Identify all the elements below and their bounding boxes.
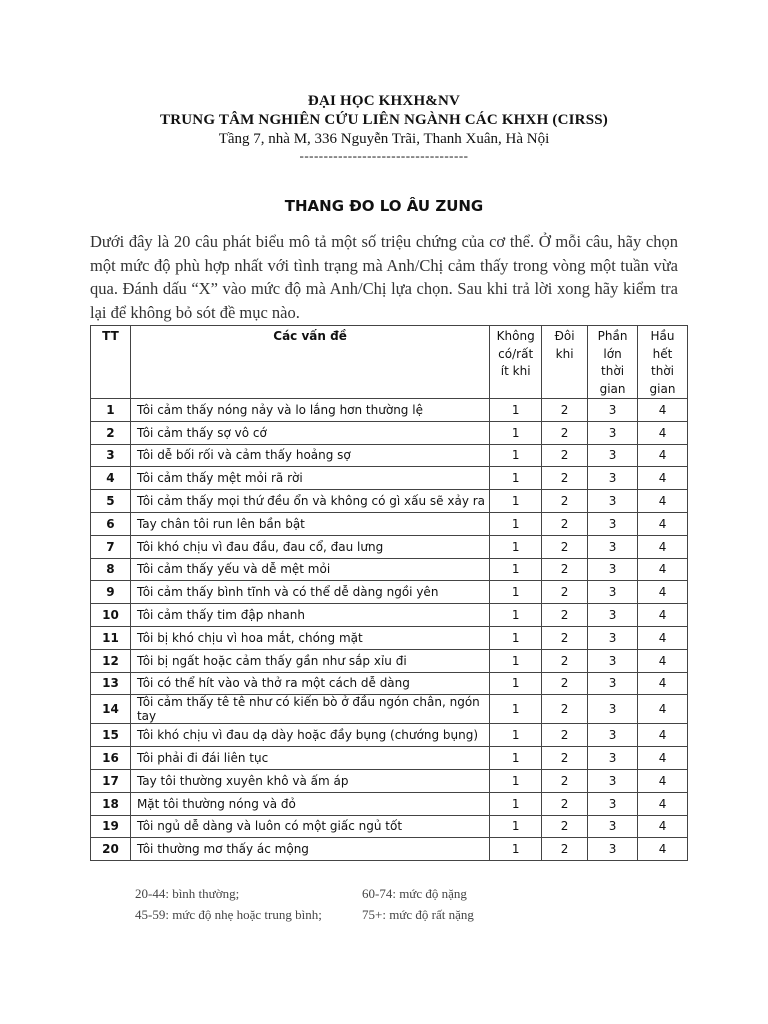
legend-item-very-severe: 75+: mức độ rất nặng <box>362 907 474 922</box>
row-option-sometimes[interactable]: 2 <box>542 626 588 649</box>
row-option-always[interactable]: 4 <box>638 838 688 861</box>
table-row <box>91 769 688 792</box>
row-option-often[interactable]: 3 <box>588 558 638 581</box>
row-question: Tôi cảm thấy yếu và dễ mệt mỏi <box>130 558 489 581</box>
document-header <box>0 92 768 163</box>
row-option-never[interactable]: 1 <box>490 626 542 649</box>
row-number: 16 <box>91 747 131 770</box>
row-option-always[interactable]: 4 <box>638 421 688 444</box>
row-question: Tôi cảm thấy sợ vô cớ <box>130 421 489 444</box>
row-option-always[interactable]: 4 <box>638 512 688 535</box>
header-tt: TT <box>91 326 131 399</box>
row-option-sometimes[interactable]: 2 <box>542 649 588 672</box>
row-option-often[interactable]: 3 <box>588 512 638 535</box>
row-option-never[interactable]: 1 <box>490 695 542 724</box>
row-option-often[interactable]: 3 <box>588 815 638 838</box>
table-row <box>91 604 688 627</box>
row-number: 18 <box>91 792 131 815</box>
row-number: 17 <box>91 769 131 792</box>
row-option-always[interactable]: 4 <box>638 558 688 581</box>
row-question: Tôi bị ngất hoặc cảm thấy gần như sắp xỉu đi <box>130 649 489 672</box>
row-option-always[interactable]: 4 <box>638 695 688 724</box>
row-option-never[interactable]: 1 <box>490 444 542 467</box>
row-option-sometimes[interactable]: 2 <box>542 695 588 724</box>
legend-item-mild: 45-59: mức độ nhẹ hoặc trung bình; <box>135 907 322 922</box>
row-option-often[interactable]: 3 <box>588 769 638 792</box>
legend-right <box>362 883 474 925</box>
row-number: 9 <box>91 581 131 604</box>
row-option-often[interactable]: 3 <box>588 649 638 672</box>
table-row <box>91 444 688 467</box>
row-question: Tôi ngủ dễ dàng và luôn có một giấc ngủ tốt <box>130 815 489 838</box>
row-option-always[interactable]: 4 <box>638 604 688 627</box>
row-option-never[interactable]: 1 <box>490 512 542 535</box>
header-option-sometimes: Đôi khi <box>542 326 588 399</box>
row-option-often[interactable]: 3 <box>588 490 638 513</box>
row-number: 6 <box>91 512 131 535</box>
table-row <box>91 838 688 861</box>
row-option-often[interactable]: 3 <box>588 444 638 467</box>
row-option-always[interactable]: 4 <box>638 490 688 513</box>
row-option-often[interactable]: 3 <box>588 535 638 558</box>
row-number: 19 <box>91 815 131 838</box>
table-row <box>91 490 688 513</box>
table-body <box>91 399 688 861</box>
row-option-always[interactable]: 4 <box>638 535 688 558</box>
table-row <box>91 672 688 695</box>
table-row <box>91 747 688 770</box>
row-option-sometimes[interactable]: 2 <box>542 399 588 422</box>
table-row <box>91 695 688 724</box>
row-question: Tôi dễ bối rối và cảm thấy hoảng sợ <box>130 444 489 467</box>
table-row <box>91 421 688 444</box>
table-header-row <box>91 326 688 399</box>
row-option-never[interactable]: 1 <box>490 792 542 815</box>
legend-item-normal: 20-44: bình thường; <box>135 886 240 901</box>
row-question: Tôi phải đi đái liên tục <box>130 747 489 770</box>
header-divider: ----------------------------------- <box>299 148 469 163</box>
row-number: 7 <box>91 535 131 558</box>
row-question: Tôi cảm thấy tim đập nhanh <box>130 604 489 627</box>
center-name: TRUNG TÂM NGHIÊN CỨU LIÊN NGÀNH CÁC KHXH (CIRSS) <box>160 112 608 128</box>
table-row <box>91 626 688 649</box>
row-number: 8 <box>91 558 131 581</box>
row-number: 12 <box>91 649 131 672</box>
row-number: 1 <box>91 399 131 422</box>
row-option-always[interactable]: 4 <box>638 815 688 838</box>
row-option-never[interactable]: 1 <box>490 747 542 770</box>
scale-title: THANG ĐO LO ÂU ZUNG <box>284 197 484 215</box>
row-option-sometimes[interactable]: 2 <box>542 792 588 815</box>
row-question: Tôi cảm thấy mệt mỏi rã rời <box>130 467 489 490</box>
header-issue: Các vấn đề <box>130 326 489 399</box>
row-option-never[interactable]: 1 <box>490 769 542 792</box>
row-option-often[interactable]: 3 <box>588 581 638 604</box>
row-option-often[interactable]: 3 <box>588 792 638 815</box>
row-question: Tôi khó chịu vì đau đầu, đau cổ, đau lưng <box>130 535 489 558</box>
table-row <box>91 581 688 604</box>
row-option-often[interactable]: 3 <box>588 838 638 861</box>
row-option-often[interactable]: 3 <box>588 695 638 724</box>
row-option-often[interactable]: 3 <box>588 467 638 490</box>
row-option-never[interactable]: 1 <box>490 838 542 861</box>
row-option-never[interactable]: 1 <box>490 558 542 581</box>
row-number: 15 <box>91 724 131 747</box>
row-option-sometimes[interactable]: 2 <box>542 512 588 535</box>
row-option-sometimes[interactable]: 2 <box>542 490 588 513</box>
legend-left <box>135 883 322 925</box>
row-question: Tôi cảm thấy nóng nảy và lo lắng hơn thường lệ <box>130 399 489 422</box>
row-option-sometimes[interactable]: 2 <box>542 672 588 695</box>
header-option-always: Hầu hết thời gian <box>638 326 688 399</box>
row-option-often[interactable]: 3 <box>588 421 638 444</box>
row-option-sometimes[interactable]: 2 <box>542 724 588 747</box>
row-question: Tôi khó chịu vì đau dạ dày hoặc đầy bụng (chướng bụng) <box>130 724 489 747</box>
table-row <box>91 558 688 581</box>
row-option-never[interactable]: 1 <box>490 421 542 444</box>
row-option-sometimes[interactable]: 2 <box>542 581 588 604</box>
row-option-often[interactable]: 3 <box>588 399 638 422</box>
row-option-never[interactable]: 1 <box>490 467 542 490</box>
table-row <box>91 815 688 838</box>
row-option-always[interactable]: 4 <box>638 724 688 747</box>
row-option-always[interactable]: 4 <box>638 792 688 815</box>
row-option-sometimes[interactable]: 2 <box>542 558 588 581</box>
row-option-sometimes[interactable]: 2 <box>542 604 588 627</box>
row-number: 13 <box>91 672 131 695</box>
row-number: 4 <box>91 467 131 490</box>
row-number: 20 <box>91 838 131 861</box>
row-number: 5 <box>91 490 131 513</box>
row-option-sometimes[interactable]: 2 <box>542 535 588 558</box>
row-option-sometimes[interactable]: 2 <box>542 467 588 490</box>
row-option-sometimes[interactable]: 2 <box>542 444 588 467</box>
row-option-never[interactable]: 1 <box>490 815 542 838</box>
row-option-never[interactable]: 1 <box>490 535 542 558</box>
row-option-often[interactable]: 3 <box>588 747 638 770</box>
row-number: 11 <box>91 626 131 649</box>
row-number: 10 <box>91 604 131 627</box>
row-option-always[interactable]: 4 <box>638 581 688 604</box>
row-option-always[interactable]: 4 <box>638 769 688 792</box>
row-option-sometimes[interactable]: 2 <box>542 838 588 861</box>
row-question: Tay chân tôi run lên bần bật <box>130 512 489 535</box>
table-row <box>91 467 688 490</box>
header-option-never: Không có/rất ít khi <box>490 326 542 399</box>
row-option-always[interactable]: 4 <box>638 399 688 422</box>
instructions-paragraph: Dưới đây là 20 câu phát biểu mô tả một số triệu chứng của cơ thể. Ở mỗi câu, hãy chọn một mức độ phù hợp nhất với tình trạng mà Anh/Chị cảm thấy trong vòng một tuần vừa qua. Đánh dấu “X” vào mức độ mà Anh/Chị lựa chọn. Sau khi trả lời xong hãy kiểm tra lại để không bỏ sót đề mục nào. <box>90 232 678 322</box>
row-option-never[interactable]: 1 <box>490 649 542 672</box>
table-row <box>91 649 688 672</box>
row-option-always[interactable]: 4 <box>638 747 688 770</box>
row-option-often[interactable]: 3 <box>588 626 638 649</box>
row-option-often[interactable]: 3 <box>588 672 638 695</box>
row-question: Tôi cảm thấy tê tê như có kiến bò ở đầu ngón chân, ngón tay <box>130 695 489 724</box>
row-option-always[interactable]: 4 <box>638 649 688 672</box>
row-option-sometimes[interactable]: 2 <box>542 421 588 444</box>
row-question: Tôi thường mơ thấy ác mộng <box>130 838 489 861</box>
row-option-never[interactable]: 1 <box>490 604 542 627</box>
table-row <box>91 535 688 558</box>
row-question: Tôi bị khó chịu vì hoa mắt, chóng mặt <box>130 626 489 649</box>
row-option-never[interactable]: 1 <box>490 581 542 604</box>
row-option-always[interactable]: 4 <box>638 672 688 695</box>
row-option-sometimes[interactable]: 2 <box>542 769 588 792</box>
table-row <box>91 399 688 422</box>
row-option-sometimes[interactable]: 2 <box>542 815 588 838</box>
row-number: 3 <box>91 444 131 467</box>
table-row <box>91 512 688 535</box>
row-option-never[interactable]: 1 <box>490 724 542 747</box>
row-number: 14 <box>91 695 131 724</box>
row-number: 2 <box>91 421 131 444</box>
university-name: ĐẠI HỌC KHXH&NV <box>307 93 461 109</box>
row-question: Mặt tôi thường nóng và đỏ <box>130 792 489 815</box>
row-question: Tay tôi thường xuyên khô và ấm áp <box>130 769 489 792</box>
row-option-never[interactable]: 1 <box>490 672 542 695</box>
table-row <box>91 792 688 815</box>
row-option-never[interactable]: 1 <box>490 399 542 422</box>
row-option-always[interactable]: 4 <box>638 444 688 467</box>
row-option-often[interactable]: 3 <box>588 604 638 627</box>
table-row <box>91 724 688 747</box>
row-option-always[interactable]: 4 <box>638 467 688 490</box>
header-option-often: Phần lớn thời gian <box>588 326 638 399</box>
row-question: Tôi cảm thấy mọi thứ đều ổn và không có gì xấu sẽ xảy ra <box>130 490 489 513</box>
center-address: Tầng 7, nhà M, 336 Nguyễn Trãi, Thanh Xuân, Hà Nội <box>218 131 550 147</box>
row-option-sometimes[interactable]: 2 <box>542 747 588 770</box>
row-option-always[interactable]: 4 <box>638 626 688 649</box>
legend-item-severe: 60-74: mức độ nặng <box>362 886 467 901</box>
row-question: Tôi cảm thấy bình tĩnh và có thể dễ dàng ngồi yên <box>130 581 489 604</box>
row-question: Tôi có thể hít vào và thở ra một cách dễ dàng <box>130 672 489 695</box>
row-option-never[interactable]: 1 <box>490 490 542 513</box>
anxiety-scale-table <box>90 325 688 861</box>
row-option-often[interactable]: 3 <box>588 724 638 747</box>
